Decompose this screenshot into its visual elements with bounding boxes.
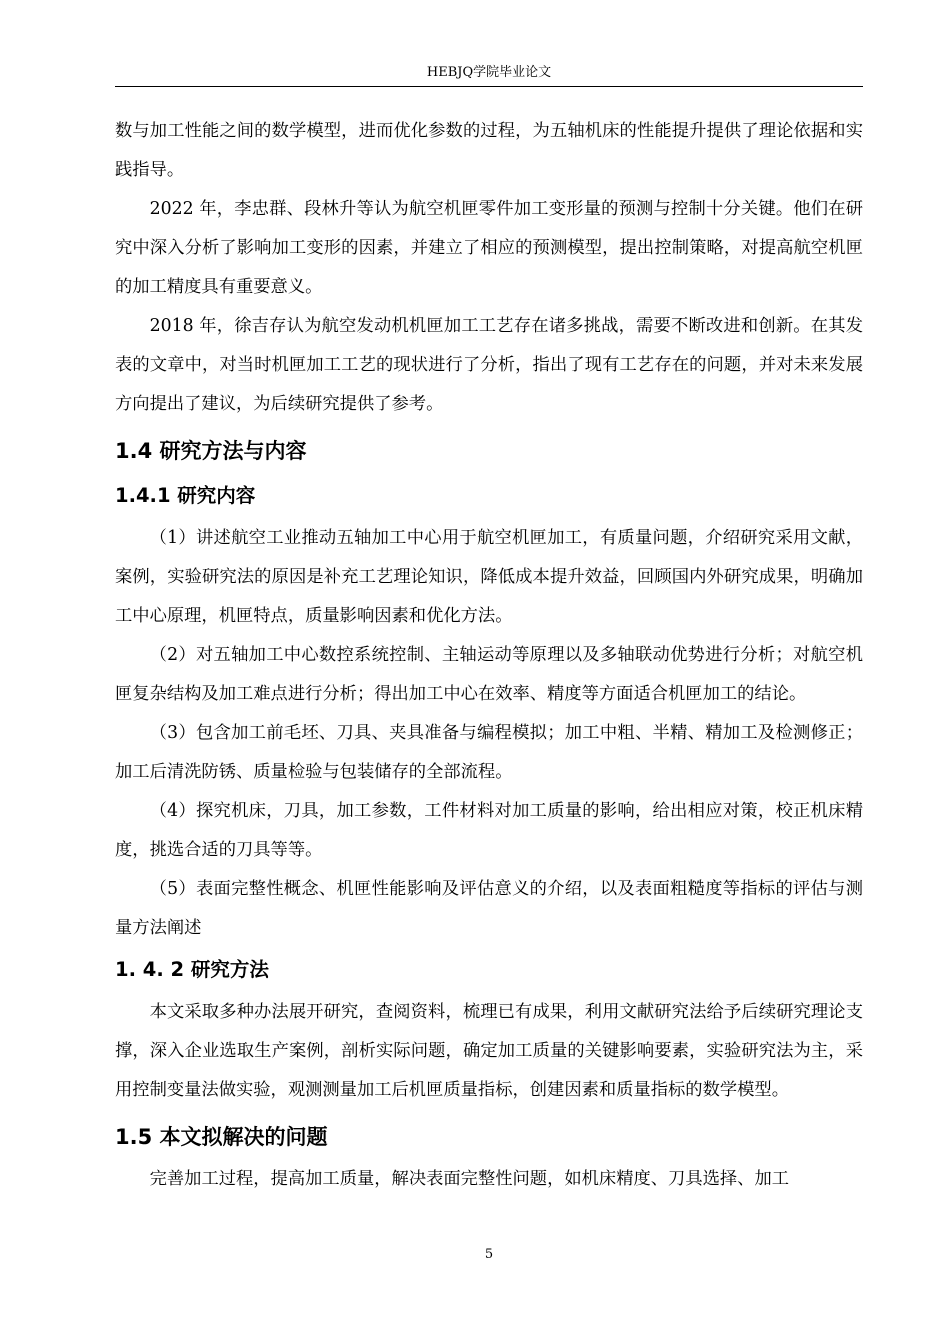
- paragraph-xu-jicun: 2018 年，徐吉存认为航空发动机机匣加工工艺存在诸多挑战，需要不断改进和创新。在其发表的文章中，对当时机匣加工工艺的现状进行了分析，指出了现有工艺存在的问题，并对未来发展方向提出了建议，为后续研究提供了参考。: [115, 316, 863, 414]
- heading-1-4-1: 1.4.1 研究内容: [115, 484, 256, 507]
- paragraph-problems: 完善加工过程，提高加工质量，解决表面完整性问题，如机床精度、刀具选择、加工: [149, 1169, 790, 1189]
- research-item-1: （1）讲述航空工业推动五轴加工中心用于航空机匣加工，有质量问题，介绍研究采用文献，案例，实验研究法的原因是补充工艺理论知识，降低成本提升效益，回顾国内外研究成果，明确加工中心原理，机匣特点，质量影响因素和优化方法。: [115, 528, 863, 626]
- page-body: [115, 112, 863, 1199]
- research-item-3: （3）包含加工前毛坯、刀具、夹具准备与编程模拟；加工中粗、半精、精加工及检测修正；加工后清洗防锈、质量检验与包装储存的全部流程。: [115, 723, 863, 782]
- research-item-2: （2）对五轴加工中心数控系统控制、主轴运动等原理以及多轴联动优势进行分析；对航空机匣复杂结构及加工难点进行分析；得出加工中心在效率、精度等方面适合机匣加工的结论。: [115, 645, 863, 704]
- header-rule: [115, 86, 863, 87]
- page-number: 5: [484, 1247, 494, 1262]
- research-item-5: （5）表面完整性概念、机匣性能影响及评估意义的介绍，以及表面粗糙度等指标的评估与测量方法阐述: [115, 879, 863, 938]
- paragraph-continued: 数与加工性能之间的数学模型，进而优化参数的过程，为五轴机床的性能提升提供了理论依据和实践指导。: [115, 121, 863, 180]
- heading-1-4-2: 1. 4. 2 研究方法: [115, 958, 269, 981]
- running-header: HEBJQ学院毕业论文: [426, 65, 552, 80]
- paragraph-li-zhongqun: 2022 年，李忠群、段林升等认为航空机匣零件加工变形量的预测与控制十分关键。他们在研究中深入分析了影响加工变形的因素，并建立了相应的预测模型，提出控制策略，对提高航空机匣的加工精度具有重要意义。: [115, 199, 863, 297]
- heading-1-4: 1.4 研究方法与内容: [115, 439, 307, 463]
- heading-1-5: 1.5 本文拟解决的问题: [115, 1125, 328, 1149]
- research-item-4: （4）探究机床，刀具，加工参数，工件材料对加工质量的影响，给出相应对策，校正机床精度，挑选合适的刀具等等。: [115, 801, 863, 860]
- paragraph-research-method: 本文采取多种办法展开研究，查阅资料，梳理已有成果，利用文献研究法给予后续研究理论支撑，深入企业选取生产案例，剖析实际问题，确定加工质量的关键影响要素，实验研究法为主，采用控制变量法做实验，观测测量加工后机匣质量指标，创建因素和质量指标的数学模型。: [115, 1002, 863, 1100]
